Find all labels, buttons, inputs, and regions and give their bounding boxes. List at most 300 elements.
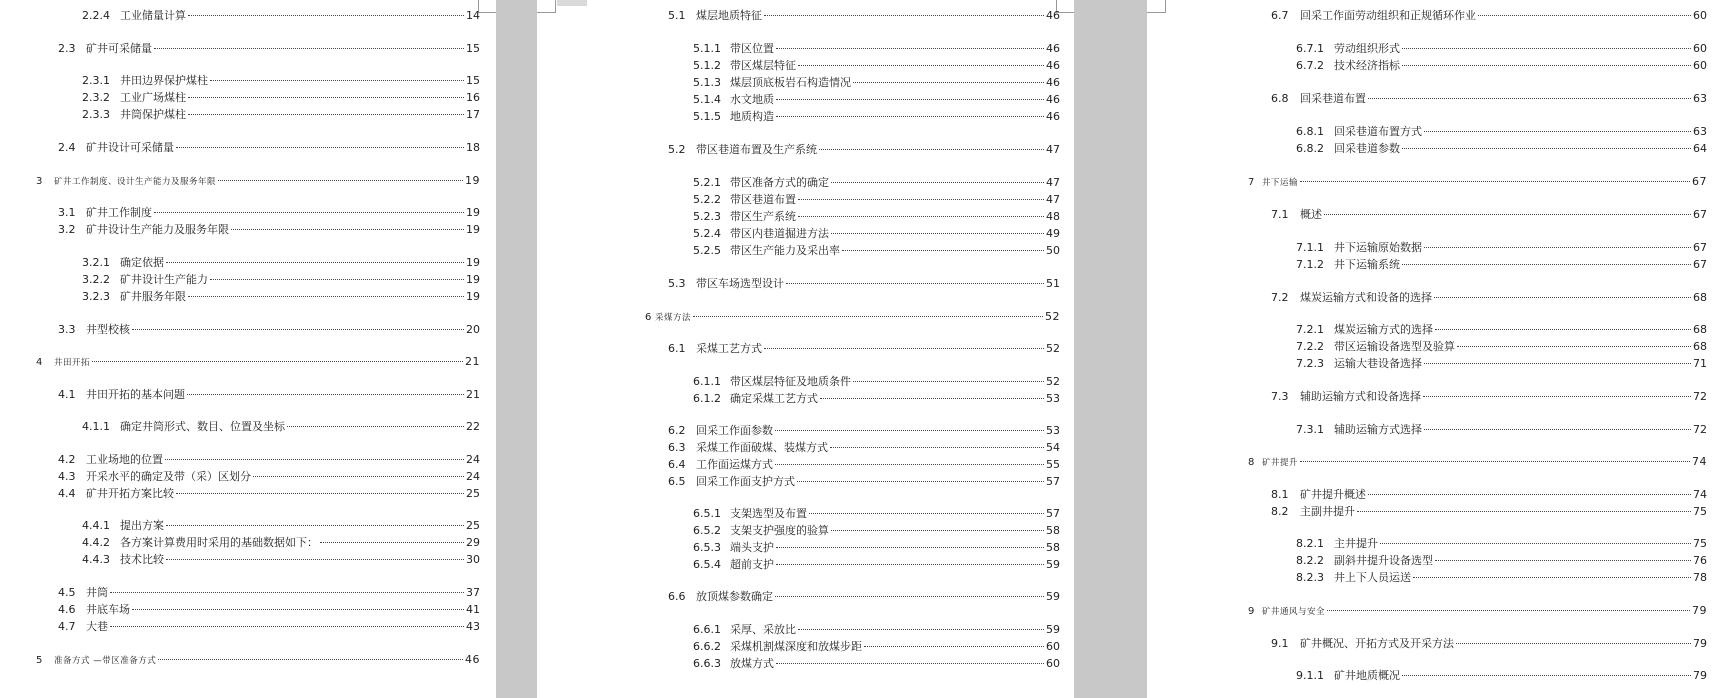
toc-entry[interactable] [82, 8, 480, 24]
toc-entry-number: 4.4.3 [82, 553, 110, 566]
toc-entry[interactable] [1296, 58, 1707, 74]
toc-entry-title: 采煤工作面破煤、装煤方式 [696, 441, 828, 454]
toc-entry-page-number: 55 [1046, 458, 1060, 471]
toc-entry-title: 支架选型及布置 [730, 507, 807, 520]
toc-entry-title: 带区巷道布置及生产系统 [696, 143, 817, 156]
toc-entry-number: 6.2 [668, 424, 686, 437]
toc-entry-title: 辅助运输方式和设备选择 [1300, 390, 1421, 403]
toc-entry-page-number: 57 [1046, 507, 1060, 520]
toc-entry[interactable] [82, 272, 480, 288]
toc-entry[interactable] [693, 557, 1060, 573]
dot-leader [764, 348, 1044, 349]
toc-entry-title: 井筒 [86, 586, 108, 599]
toc-entry-page-number: 47 [1046, 193, 1060, 206]
dot-leader [188, 296, 464, 297]
dot-leader [165, 459, 464, 460]
toc-entry-title: 矿井可采储量 [86, 42, 152, 55]
toc-entry[interactable] [58, 205, 480, 221]
toc-entry-page-number: 49 [1046, 227, 1060, 240]
toc-entry-number: 9.1.1 [1296, 669, 1324, 682]
toc-entry-number: 7.1 [1271, 208, 1289, 221]
toc-entry-page-number: 48 [1046, 210, 1060, 223]
dot-leader [1457, 346, 1691, 347]
dot-leader [775, 430, 1044, 431]
toc-entry-title: 井田边界保护煤柱 [120, 74, 208, 87]
toc-entry[interactable] [668, 589, 1060, 605]
dot-leader [1413, 577, 1691, 578]
toc-entry[interactable] [1296, 339, 1707, 355]
dot-leader [231, 229, 464, 230]
toc-entry-title: 主副井提升 [1300, 505, 1355, 518]
toc-entry-number: 7.1.1 [1296, 241, 1324, 254]
dot-leader [210, 279, 464, 280]
toc-entry[interactable] [693, 192, 1060, 208]
toc-entry-title: 端头支护 [730, 541, 774, 554]
toc-entry-page-number: 46 [1046, 9, 1060, 22]
toc-entry-page-number: 43 [466, 620, 480, 633]
toc-entry-number: 5.1.2 [693, 59, 721, 72]
toc-entry-title: 提出方案 [120, 519, 164, 532]
dot-leader [831, 530, 1044, 531]
dot-leader [776, 663, 1044, 664]
dot-leader [1435, 329, 1691, 330]
dot-leader [132, 609, 464, 610]
dot-leader [830, 447, 1044, 448]
toc-entry-title: 水文地质 [730, 93, 774, 106]
toc-entry-title: 开采水平的确定及带（采）区划分 [86, 470, 251, 483]
toc-entry-page-number: 60 [1046, 657, 1060, 670]
toc-entry-title: 放煤方式 [730, 657, 774, 670]
dot-leader [1300, 461, 1690, 462]
dot-leader [176, 147, 464, 148]
toc-entry-page-number: 15 [466, 74, 480, 87]
toc-entry[interactable] [693, 523, 1060, 539]
toc-entry-page-number: 79 [1693, 669, 1707, 682]
toc-entry-number: 2.3.2 [82, 91, 110, 104]
toc-entry-page-number: 51 [1046, 277, 1060, 290]
dot-leader [176, 493, 464, 494]
toc-entry-number: 9.1 [1271, 637, 1289, 650]
toc-entry-title: 矿井设计生产能力及服务年限 [86, 223, 229, 236]
toc-entry-title: 放顶煤参数确定 [696, 590, 773, 603]
toc-entry-title: 带区巷道布置 [730, 193, 796, 206]
toc-entry-number: 5.2.3 [693, 210, 721, 223]
dot-leader [831, 182, 1044, 183]
toc-entry[interactable] [693, 58, 1060, 74]
toc-entry[interactable] [1296, 668, 1707, 684]
toc-entry-number: 4.2 [58, 453, 76, 466]
toc-entry[interactable] [58, 322, 480, 338]
toc-entry-number: 7.1.2 [1296, 258, 1324, 271]
toc-entry[interactable] [1248, 603, 1707, 619]
toc-entry-title: 矿井开拓方案比较 [86, 487, 174, 500]
toc-entry[interactable] [693, 75, 1060, 91]
toc-entry[interactable] [1271, 504, 1707, 520]
toc-entry[interactable] [693, 506, 1060, 522]
dot-leader [154, 48, 464, 49]
toc-entry[interactable] [58, 602, 480, 618]
toc-page-3 [1147, 0, 1722, 698]
toc-entry-page-number: 67 [1692, 175, 1707, 188]
toc-entry-page-number: 54 [1046, 441, 1060, 454]
toc-entry-title: 超前支护 [730, 558, 774, 571]
toc-entry-page-number: 60 [1693, 9, 1707, 22]
toc-entry-title: 带区生产系统 [730, 210, 796, 223]
toc-entry[interactable] [693, 243, 1060, 259]
toc-entry[interactable] [668, 474, 1060, 490]
toc-entry-title: 带区准备方式的确定 [730, 176, 829, 189]
toc-entry[interactable] [1296, 356, 1707, 372]
toc-entry[interactable] [36, 354, 480, 370]
dot-leader [187, 394, 464, 395]
toc-entry[interactable] [693, 41, 1060, 57]
toc-entry-number: 5.3 [668, 277, 686, 290]
toc-entry-page-number: 25 [466, 519, 480, 532]
toc-entry[interactable] [1248, 454, 1707, 470]
toc-entry-page-number: 68 [1693, 291, 1707, 304]
toc-entry-page-number: 14 [466, 9, 480, 22]
toc-entry-page-number: 46 [1046, 76, 1060, 89]
dot-leader [1424, 429, 1691, 430]
toc-entry-title: 矿井设计生产能力 [120, 273, 208, 286]
toc-entry-number: 5.1.5 [693, 110, 721, 123]
toc-entry-number: 4.1 [58, 388, 76, 401]
toc-entry-page-number: 20 [466, 323, 480, 336]
toc-entry[interactable] [1271, 389, 1707, 405]
toc-entry-title: 运输大巷设备选择 [1334, 357, 1422, 370]
dot-leader [842, 250, 1044, 251]
dot-leader [1478, 15, 1691, 16]
toc-entry-number: 5.1.3 [693, 76, 721, 89]
page-corner-mark [537, 0, 556, 13]
toc-entry[interactable] [693, 209, 1060, 225]
toc-entry-number: 4 [36, 357, 43, 368]
toc-entry-title: 带区位置 [730, 42, 774, 55]
toc-entry-page-number: 59 [1046, 590, 1060, 603]
dot-leader [154, 212, 464, 213]
toc-entry-number: 8.2 [1271, 505, 1289, 518]
toc-entry-title: 井下运输 [1262, 178, 1299, 188]
toc-entry-number: 5.2.1 [693, 176, 721, 189]
toc-entry[interactable] [58, 140, 480, 156]
toc-entry-title: 矿井通风与安全 [1262, 607, 1326, 617]
toc-entry[interactable] [1296, 322, 1707, 338]
dot-leader [92, 361, 463, 362]
toc-entry-title: 回采工作面参数 [696, 424, 773, 437]
dot-leader [809, 513, 1044, 514]
toc-entry-page-number: 46 [1046, 59, 1060, 72]
toc-entry[interactable] [82, 552, 480, 568]
toc-entry[interactable] [693, 92, 1060, 108]
toc-entry[interactable] [693, 391, 1060, 407]
toc-entry[interactable] [58, 469, 480, 485]
toc-entry-page-number: 60 [1693, 42, 1707, 55]
toc-entry-title: 地质构造 [730, 110, 774, 123]
dot-leader [1423, 396, 1691, 397]
toc-entry-number: 5.2.2 [693, 193, 721, 206]
dot-leader [188, 114, 464, 115]
toc-entry[interactable] [58, 486, 480, 502]
toc-entry[interactable] [1296, 240, 1707, 256]
toc-entry[interactable] [1296, 124, 1707, 140]
toc-entry[interactable] [693, 540, 1060, 556]
toc-entry-number: 6.6.1 [693, 623, 721, 636]
dot-leader [798, 199, 1044, 200]
toc-entry-title: 技术经济指标 [1334, 59, 1400, 72]
toc-entry-title: 概述 [1300, 208, 1322, 221]
toc-entry-title: 矿井提升 [1262, 458, 1299, 468]
toc-entry[interactable] [1296, 141, 1707, 157]
toc-entry-number: 6.5.3 [693, 541, 721, 554]
toc-entry-page-number: 16 [466, 91, 480, 104]
toc-entry[interactable] [1296, 422, 1707, 438]
toc-entry-number: 6.8.1 [1296, 125, 1324, 138]
toc-entry[interactable] [668, 440, 1060, 456]
dot-leader [158, 659, 463, 660]
dot-leader [776, 48, 1044, 49]
toc-entry-title: 各方案计算费用时采用的基础数据如下： [120, 536, 318, 549]
toc-entry[interactable] [693, 175, 1060, 191]
toc-entry-title: 井田开拓的基本问题 [86, 388, 185, 401]
toc-page-2 [537, 0, 1074, 698]
toc-entry[interactable] [36, 173, 480, 189]
toc-entry-title: 矿井设计可采储量 [86, 141, 174, 154]
toc-entry[interactable] [82, 107, 480, 123]
toc-entry[interactable] [693, 374, 1060, 390]
toc-entry-title: 矿井服务年限 [120, 290, 186, 303]
toc-entry-title: 矿井工作制度、设计生产能力及服务年限 [54, 177, 217, 187]
toc-entry[interactable] [82, 73, 480, 89]
toc-entry-number: 6.1.2 [693, 392, 721, 405]
toc-entry[interactable] [36, 652, 480, 668]
toc-entry[interactable] [693, 109, 1060, 125]
toc-entry[interactable] [58, 452, 480, 468]
toc-entry-title: 矿井地质概况 [1334, 669, 1400, 682]
toc-entry[interactable] [1271, 91, 1707, 107]
toc-entry[interactable] [668, 341, 1060, 357]
toc-entry-title: 煤炭运输方式的选择 [1334, 323, 1433, 336]
dot-leader [798, 216, 1044, 217]
toc-entry-page-number: 67 [1693, 241, 1707, 254]
dot-leader [1380, 543, 1691, 544]
toc-entry-number: 3 [36, 176, 43, 187]
toc-entry[interactable] [58, 585, 480, 601]
dot-leader [820, 398, 1044, 399]
toc-entry-page-number: 21 [465, 355, 480, 368]
toc-entry[interactable] [58, 41, 480, 57]
toc-entry[interactable] [82, 255, 480, 271]
toc-entry-number: 7.2 [1271, 291, 1289, 304]
toc-entry-number: 9 [1248, 606, 1255, 617]
toc-entry[interactable] [1248, 174, 1707, 190]
dot-leader [166, 525, 464, 526]
toc-entry[interactable] [1271, 636, 1707, 652]
toc-entry-title: 矿井概况、开拓方式及开采方法 [1300, 637, 1454, 650]
toc-entry[interactable] [668, 142, 1060, 158]
toc-entry-number: 2.3.3 [82, 108, 110, 121]
toc-entry-title: 井底车场 [86, 603, 130, 616]
toc-entry-title: 主井提升 [1334, 537, 1378, 550]
dot-leader [776, 99, 1044, 100]
toc-entry-page-number: 59 [1046, 558, 1060, 571]
toc-entry-page-number: 64 [1693, 142, 1707, 155]
toc-page-1 [0, 0, 496, 698]
toc-entry[interactable] [1271, 290, 1707, 306]
toc-entry-page-number: 72 [1693, 423, 1707, 436]
toc-entry-number: 3.2 [58, 223, 76, 236]
dot-leader [775, 464, 1044, 465]
toc-entry-number: 8 [1248, 457, 1255, 468]
toc-entry-title: 工业储量计算 [120, 9, 186, 22]
toc-entry-number: 2.3 [58, 42, 76, 55]
toc-entry-page-number: 57 [1046, 475, 1060, 488]
toc-entry-page-number: 75 [1693, 505, 1707, 518]
toc-entry[interactable] [668, 276, 1060, 292]
dot-leader [1402, 148, 1691, 149]
toc-entry-number: 3.3 [58, 323, 76, 336]
toc-entry-title: 回采巷道布置方式 [1334, 125, 1422, 138]
dot-leader [1368, 494, 1691, 495]
toc-entry-title: 带区煤层特征 [730, 59, 796, 72]
toc-entry-page-number: 46 [1046, 42, 1060, 55]
toc-entry-page-number: 22 [466, 420, 480, 433]
toc-entry-number: 6.1.1 [693, 375, 721, 388]
toc-entry-number: 2.2.4 [82, 9, 110, 22]
toc-entry-number: 7.2.1 [1296, 323, 1324, 336]
toc-entry-page-number: 63 [1693, 125, 1707, 138]
toc-entry-title: 带区生产能力及采出率 [730, 244, 840, 257]
toc-entry-number: 3.2.2 [82, 273, 110, 286]
toc-entry-number: 6.8.2 [1296, 142, 1324, 155]
toc-entry-title: 井田开拓 [54, 358, 91, 368]
toc-entry-number: 7.2.3 [1296, 357, 1324, 370]
page-gap-marker [557, 0, 587, 6]
toc-entry-number: 7.3.1 [1296, 423, 1324, 436]
dot-leader [1424, 131, 1691, 132]
toc-entry-page-number: 78 [1693, 571, 1707, 584]
toc-entry-title: 采煤工艺方式 [696, 342, 762, 355]
dot-leader [1327, 610, 1690, 611]
dot-leader [287, 426, 464, 427]
dot-leader [166, 559, 464, 560]
toc-entry-title: 采厚、采放比 [730, 623, 796, 636]
toc-entry[interactable] [693, 656, 1060, 672]
toc-entry[interactable] [58, 222, 480, 238]
toc-entry-page-number: 24 [466, 453, 480, 466]
toc-entry[interactable] [1271, 487, 1707, 503]
toc-entry-page-number: 21 [466, 388, 480, 401]
toc-entry-number: 8.1 [1271, 488, 1289, 501]
page-corner-mark [478, 0, 496, 13]
toc-entry[interactable] [82, 289, 480, 305]
toc-entry-page-number: 47 [1046, 143, 1060, 156]
toc-entry-number: 4.6 [58, 603, 76, 616]
toc-entry-title: 井下运输原始数据 [1334, 241, 1422, 254]
toc-entry-page-number: 17 [466, 108, 480, 121]
toc-entry-title: 井下运输系统 [1334, 258, 1400, 271]
toc-entry-number: 8.2.1 [1296, 537, 1324, 550]
toc-entry-page-number: 50 [1046, 244, 1060, 257]
toc-entry[interactable] [668, 423, 1060, 439]
dot-leader [853, 82, 1044, 83]
toc-entry-title: 矿井提升概述 [1300, 488, 1366, 501]
toc-entry-page-number: 68 [1693, 340, 1707, 353]
toc-entry-number: 2.4 [58, 141, 76, 154]
dot-leader [776, 564, 1044, 565]
toc-entry[interactable] [82, 518, 480, 534]
toc-entry-number: 5.1.1 [693, 42, 721, 55]
toc-entry-number: 6.5 [668, 475, 686, 488]
toc-entry-number: 5.2 [668, 143, 686, 156]
toc-entry-page-number: 19 [466, 290, 480, 303]
toc-entry[interactable] [668, 8, 1060, 24]
toc-entry-page-number: 74 [1693, 488, 1707, 501]
dot-leader [797, 481, 1044, 482]
toc-entry[interactable] [1296, 536, 1707, 552]
toc-entry-page-number: 19 [466, 273, 480, 286]
toc-entry-title: 煤层地质特征 [696, 9, 762, 22]
toc-entry[interactable] [693, 622, 1060, 638]
dot-leader [253, 476, 464, 477]
toc-entry-page-number: 58 [1046, 541, 1060, 554]
toc-entry[interactable] [82, 535, 480, 551]
toc-entry-number: 3.1 [58, 206, 76, 219]
toc-entry-number: 5 [36, 655, 43, 666]
toc-entry[interactable] [82, 90, 480, 106]
toc-entry-page-number: 52 [1045, 310, 1060, 323]
toc-entry[interactable] [1296, 257, 1707, 273]
toc-entry[interactable] [1296, 41, 1707, 57]
toc-entry-number: 7.3 [1271, 390, 1289, 403]
toc-entry[interactable] [1271, 207, 1707, 223]
toc-entry-page-number: 24 [466, 470, 480, 483]
toc-entry-title: 回采工作面劳动组织和正规循环作业 [1300, 9, 1476, 22]
toc-entry-page-number: 30 [466, 553, 480, 566]
toc-entry[interactable] [1296, 570, 1707, 586]
dot-leader [1434, 297, 1691, 298]
toc-entry[interactable] [1271, 8, 1707, 24]
toc-entry-page-number: 19 [466, 206, 480, 219]
toc-entry-title: 煤炭运输方式和设备的选择 [1300, 291, 1432, 304]
toc-entry-page-number: 60 [1693, 59, 1707, 72]
toc-entry[interactable] [82, 419, 480, 435]
toc-entry[interactable] [693, 639, 1060, 655]
toc-entry-page-number: 59 [1046, 623, 1060, 636]
toc-entry-number: 7.2.2 [1296, 340, 1324, 353]
toc-entry[interactable] [693, 226, 1060, 242]
toc-entry[interactable] [645, 309, 1060, 325]
toc-entry-page-number: 46 [1046, 93, 1060, 106]
toc-entry-number: 5.2.4 [693, 227, 721, 240]
toc-entry-number: 6 [645, 312, 652, 323]
toc-entry[interactable] [58, 387, 480, 403]
toc-entry-page-number: 68 [1693, 323, 1707, 336]
toc-entry-page-number: 47 [1046, 176, 1060, 189]
toc-entry-number: 7 [1248, 177, 1255, 188]
toc-entry[interactable] [668, 457, 1060, 473]
dot-leader [218, 180, 463, 181]
dot-leader [132, 329, 464, 330]
toc-entry[interactable] [1296, 553, 1707, 569]
toc-entry-page-number: 52 [1046, 375, 1060, 388]
toc-entry-number: 6.1 [668, 342, 686, 355]
toc-entry[interactable] [58, 619, 480, 635]
toc-entry-title: 大巷 [86, 620, 108, 633]
toc-entry-number: 6.6 [668, 590, 686, 603]
toc-entry-page-number: 75 [1693, 537, 1707, 550]
toc-entry-number: 6.5.1 [693, 507, 721, 520]
dot-leader [1402, 264, 1691, 265]
